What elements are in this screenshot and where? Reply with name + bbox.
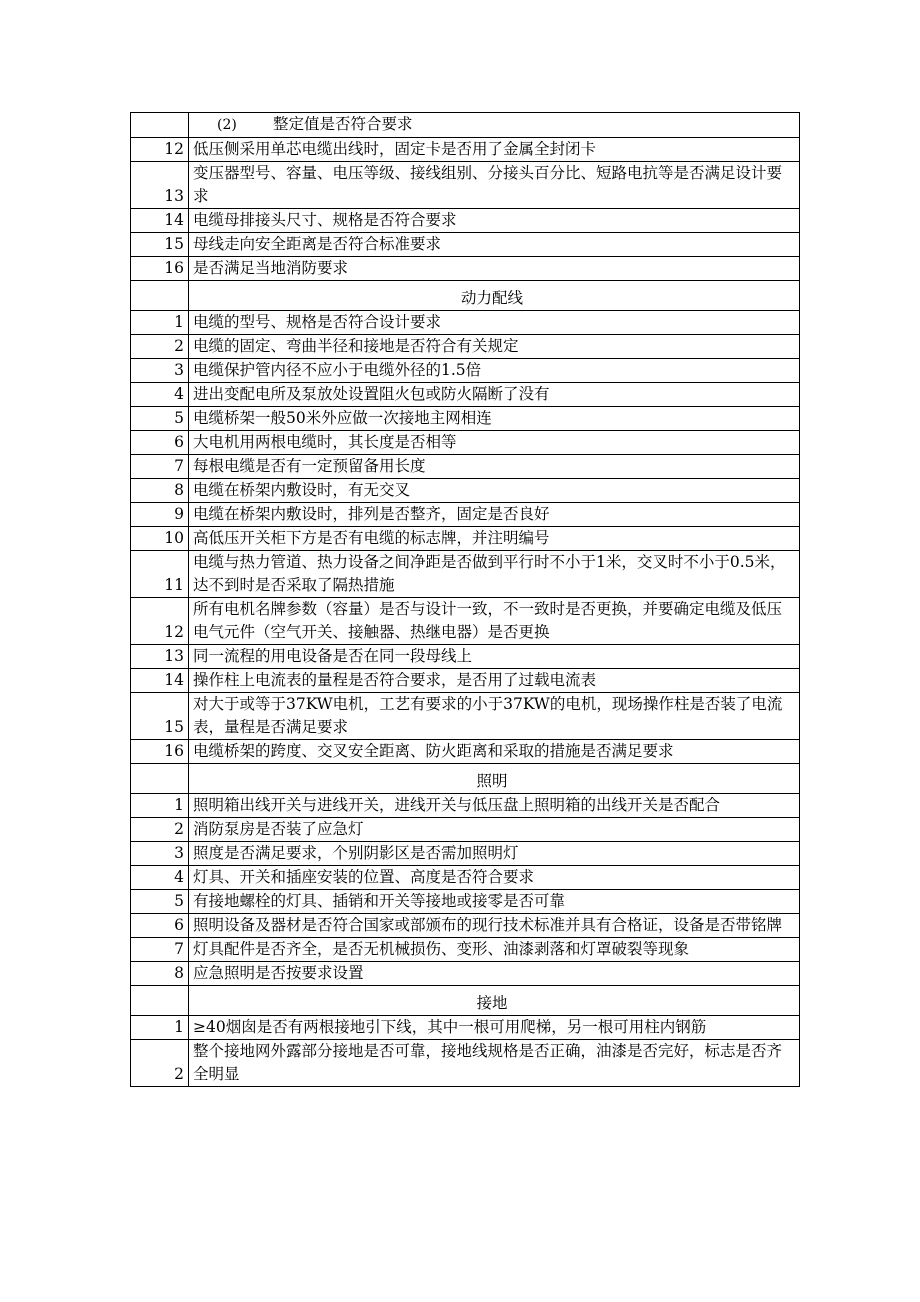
table-row (131, 359, 800, 383)
row-number: 10 (131, 527, 189, 551)
section-heading-row (131, 986, 800, 1016)
row-number: 3 (131, 359, 189, 383)
table-row (131, 914, 800, 938)
row-text: 进出变配电所及泵放处设置阻火包或防火隔断了没有 (189, 383, 800, 407)
section-heading: 照明 (189, 764, 800, 794)
row-number: 4 (131, 383, 189, 407)
row-text: 电缆在桥架内敷设时，排列是否整齐，固定是否良好 (189, 503, 800, 527)
table-row (131, 669, 800, 693)
row-number (131, 764, 189, 794)
row-text: 同一流程的用电设备是否在同一段母线上 (189, 645, 800, 669)
row-number: 7 (131, 938, 189, 962)
row-text: 应急照明是否按要求设置 (189, 962, 800, 986)
table-row (131, 645, 800, 669)
row-number: 2 (131, 335, 189, 359)
table-row (131, 209, 800, 233)
row-number: 14 (131, 669, 189, 693)
row-text: 电缆桥架的跨度、交叉安全距离、防火距离和采取的措施是否满足要求 (189, 740, 800, 764)
row-number: 5 (131, 890, 189, 914)
sub-item-text: 整定值是否符合要求 (273, 115, 413, 133)
table-row (131, 503, 800, 527)
table-row (131, 257, 800, 281)
checklist-body (131, 113, 800, 1087)
table-row (131, 740, 800, 764)
table-row (131, 598, 800, 645)
row-text: 整个接地网外露部分接地是否可靠，接地线规格是否正确，油漆是否完好，标志是否齐全明显 (189, 1040, 800, 1087)
section-heading-row (131, 281, 800, 311)
inspection-checklist-table (130, 112, 800, 1087)
checklist-page (130, 112, 800, 1087)
row-number: 1 (131, 311, 189, 335)
row-text: 照明箱出线开关与进线开关，进线开关与低压盘上照明箱的出线开关是否配合 (189, 794, 800, 818)
row-number: 7 (131, 455, 189, 479)
row-text: 电缆在桥架内敷设时，有无交叉 (189, 479, 800, 503)
table-row (131, 842, 800, 866)
row-text: 低压侧采用单芯电缆出线时，固定卡是否用了金属全封闭卡 (189, 138, 800, 162)
table-row (131, 866, 800, 890)
table-row (131, 162, 800, 209)
table-row (131, 693, 800, 740)
row-text: 灯具配件是否齐全，是否无机械损伤、变形、油漆剥落和灯罩破裂等现象 (189, 938, 800, 962)
row-text: 对大于或等于37KW电机，工艺有要求的小于37KW的电机，现场操作柱是否装了电流表，量程是否满足要求 (189, 693, 800, 740)
row-number: 15 (131, 693, 189, 740)
table-row (131, 938, 800, 962)
row-number: 12 (131, 598, 189, 645)
table-row (131, 407, 800, 431)
row-number: 6 (131, 431, 189, 455)
row-number: 11 (131, 551, 189, 598)
row-text: 照明设备及器材是否符合国家或部颁布的现行技术标准并具有合格证，设备是否带铭牌 (189, 914, 800, 938)
section-heading: 接地 (189, 986, 800, 1016)
row-text (189, 113, 800, 138)
row-text: ≥40烟囱是否有两根接地引下线，其中一根可用爬梯，另一根可用柱内钢筋 (189, 1016, 800, 1040)
row-number: 1 (131, 1016, 189, 1040)
row-text: 变压器型号、容量、电压等级、接线组别、分接头百分比、短路电抗等是否满足设计要求 (189, 162, 800, 209)
table-row (131, 113, 800, 138)
row-number: 6 (131, 914, 189, 938)
row-number: 15 (131, 233, 189, 257)
table-row (131, 383, 800, 407)
row-text: 电缆桥架一般50米外应做一次接地主网相连 (189, 407, 800, 431)
row-text: 电缆的型号、规格是否符合设计要求 (189, 311, 800, 335)
table-row (131, 794, 800, 818)
section-heading: 动力配线 (189, 281, 800, 311)
table-row (131, 431, 800, 455)
row-number: 8 (131, 962, 189, 986)
row-number: 13 (131, 645, 189, 669)
sub-item-mark: (2) (217, 117, 237, 133)
section-heading-row (131, 764, 800, 794)
table-row (131, 1040, 800, 1087)
table-row (131, 479, 800, 503)
row-number: 13 (131, 162, 189, 209)
row-text: 母线走向安全距离是否符合标准要求 (189, 233, 800, 257)
row-text: 电缆与热力管道、热力设备之间净距是否做到平行时不小于1米，交叉时不小于0.5米，达不到时是否采取了隔热措施 (189, 551, 800, 598)
row-text: 灯具、开关和插座安装的位置、高度是否符合要求 (189, 866, 800, 890)
table-row (131, 1016, 800, 1040)
row-number: 2 (131, 1040, 189, 1087)
row-number: 16 (131, 257, 189, 281)
row-number: 8 (131, 479, 189, 503)
row-number: 14 (131, 209, 189, 233)
table-row (131, 890, 800, 914)
row-number: 3 (131, 842, 189, 866)
row-text: 消防泵房是否装了应急灯 (189, 818, 800, 842)
row-text: 电缆母排接头尺寸、规格是否符合要求 (189, 209, 800, 233)
row-text: 有接地螺栓的灯具、插销和开关等接地或接零是否可靠 (189, 890, 800, 914)
table-row (131, 138, 800, 162)
row-text: 大电机用两根电缆时，其长度是否相等 (189, 431, 800, 455)
row-number (131, 986, 189, 1016)
row-text: 操作柱上电流表的量程是否符合要求，是否用了过载电流表 (189, 669, 800, 693)
table-row (131, 233, 800, 257)
table-row (131, 818, 800, 842)
table-row (131, 527, 800, 551)
row-number: 12 (131, 138, 189, 162)
row-text: 电缆的固定、弯曲半径和接地是否符合有关规定 (189, 335, 800, 359)
row-text: 是否满足当地消防要求 (189, 257, 800, 281)
table-row (131, 335, 800, 359)
table-row (131, 551, 800, 598)
row-text: 高低压开关柜下方是否有电缆的标志牌，并注明编号 (189, 527, 800, 551)
row-number: 5 (131, 407, 189, 431)
table-row (131, 455, 800, 479)
row-number (131, 281, 189, 311)
row-text: 照度是否满足要求，个别阴影区是否需加照明灯 (189, 842, 800, 866)
row-number: 4 (131, 866, 189, 890)
row-number: 1 (131, 794, 189, 818)
row-number: 16 (131, 740, 189, 764)
row-text: 每根电缆是否有一定预留备用长度 (189, 455, 800, 479)
row-number: 9 (131, 503, 189, 527)
row-text: 所有电机名牌参数（容量）是否与设计一致，不一致时是否更换，并要确定电缆及低压电气元件（空气开关、接触器、热继电器）是否更换 (189, 598, 800, 645)
row-number: 2 (131, 818, 189, 842)
table-row (131, 962, 800, 986)
table-row (131, 311, 800, 335)
row-text: 电缆保护管内径不应小于电缆外径的1.5倍 (189, 359, 800, 383)
row-number (131, 113, 189, 138)
